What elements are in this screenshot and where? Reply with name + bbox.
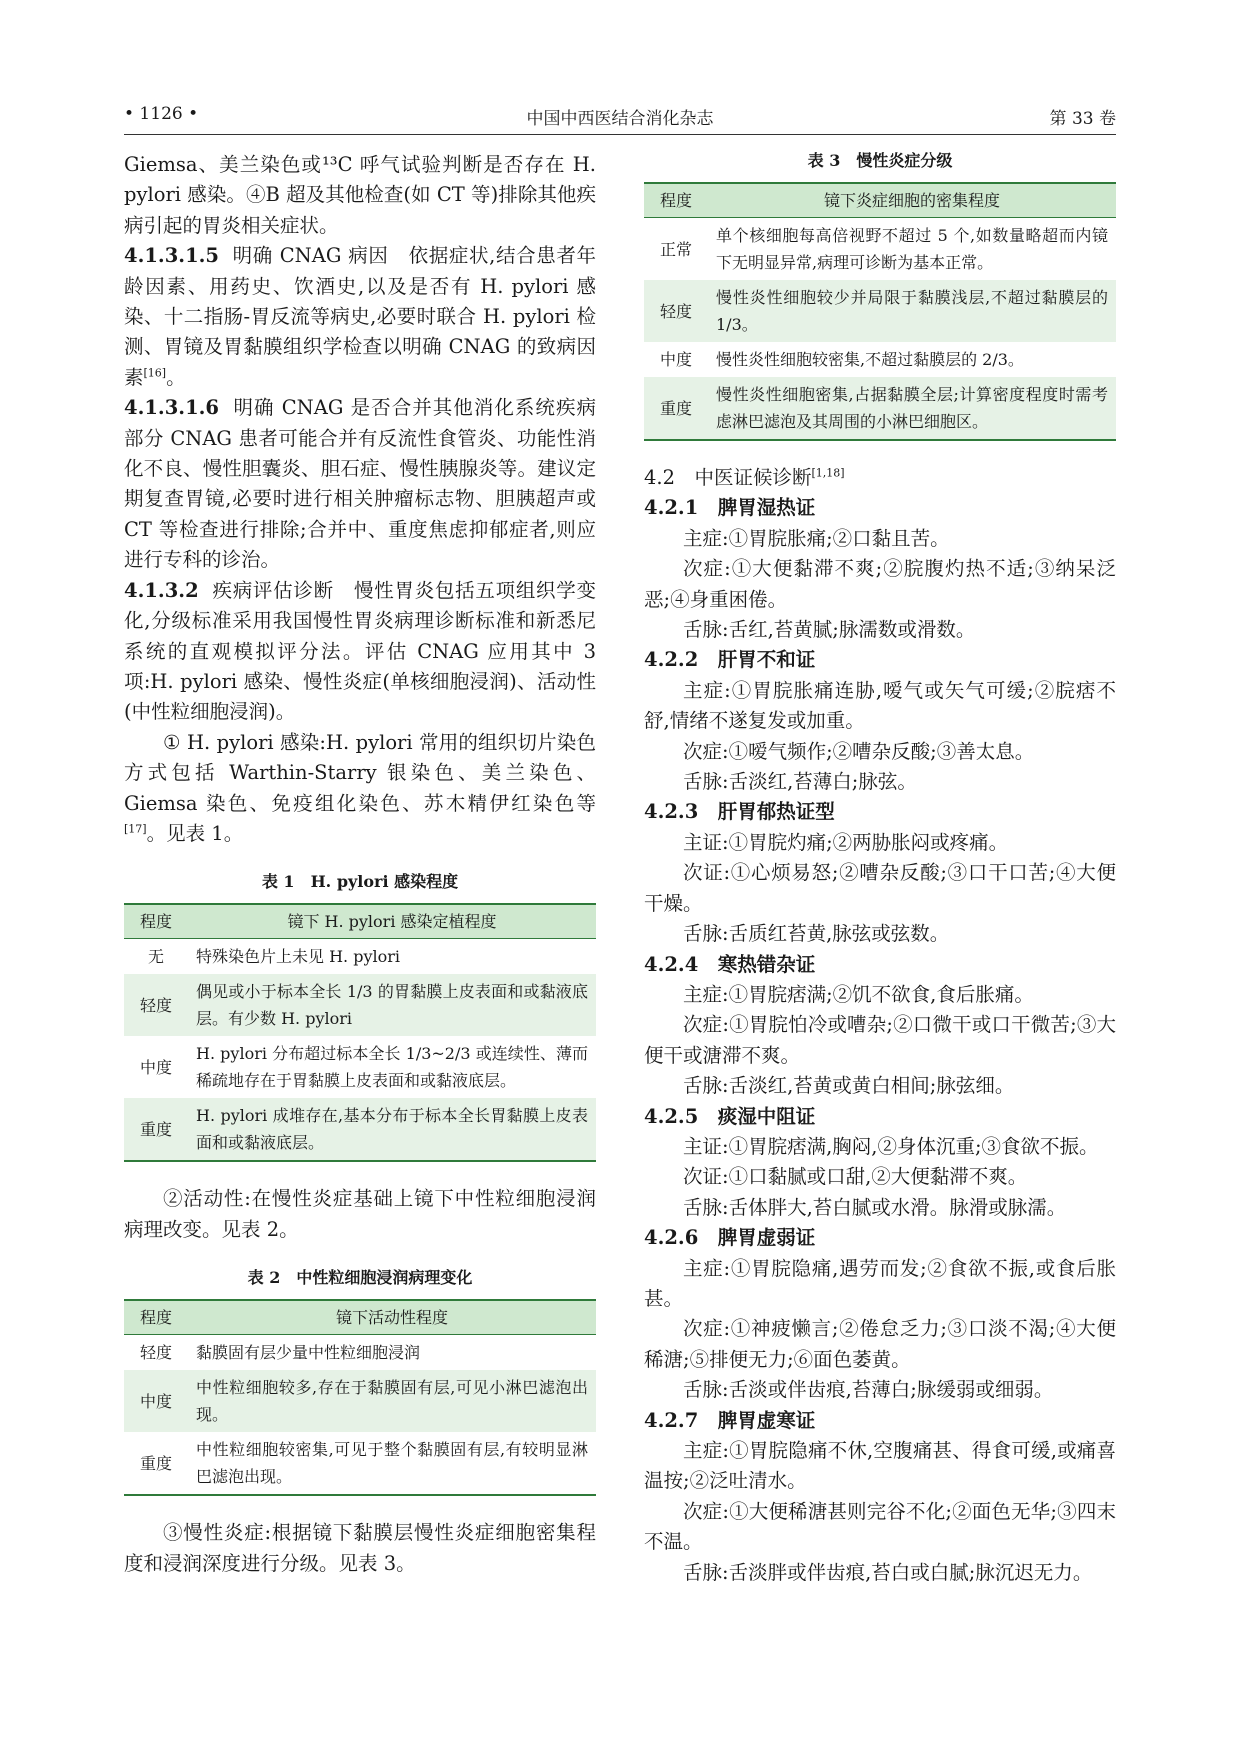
table-title: 表 1 H. pylori 感染程度 — [261, 872, 459, 892]
main-symptoms: 主症:①胃脘隐痛不休,空腹痛甚、得食可缓,或痛喜温按;②泛吐清水。 — [644, 1439, 1116, 1493]
desc-cell: H. pylori 成堆存在,基本分布于标本全长胃黏膜上皮表面和或黏液底层。 — [188, 1098, 596, 1161]
table-row — [644, 377, 1116, 440]
section-number: 4.1.3.2 — [124, 578, 199, 602]
table-row — [124, 1370, 596, 1432]
spacer — [124, 1496, 596, 1518]
desc-cell: 慢性炎性细胞较少并局限于黏膜浅层,不超过黏膜层的 1/3。 — [716, 288, 1108, 334]
section-number: 4.1.3.1.5 — [124, 244, 219, 268]
table-2 — [124, 1267, 596, 1496]
section-4-2-heading — [644, 463, 1116, 493]
section-4-1-3-2 — [124, 576, 596, 728]
syndrome-4-2-3 — [644, 797, 1116, 949]
tongue-pulse: 舌脉:舌质红苔黄,脉弦或弦数。 — [683, 922, 950, 946]
main-symptoms: 主症:①胃脘痞满;②饥不欲食,食后胀痛。 — [683, 982, 1034, 1006]
syndrome-4-2-2 — [644, 645, 1116, 797]
table-row — [124, 974, 596, 1036]
tongue-pulse: 舌脉:舌淡胖或伴齿痕,苔白或白腻;脉沉迟无力。 — [683, 1560, 1093, 1584]
syndrome-title: 4.2.7 脾胃虚寒证 — [644, 1408, 816, 1432]
desc-cell: 黏膜固有层少量中性粒细胞浸润 — [196, 1343, 421, 1363]
table-3 — [644, 150, 1116, 441]
section-number: 4.1.3.1.6 — [124, 396, 219, 420]
desc-cell: H. pylori 分布超过标本全长 1/3~2/3 或连续性、薄而稀疏地存在于胃黏膜上皮表面和或黏液底层。 — [196, 1044, 588, 1091]
citation: [16] — [143, 366, 167, 380]
column-header-grade: 程度 — [644, 183, 708, 218]
table-title: 表 3 慢性炎症分级 — [807, 151, 953, 170]
secondary-symptoms: 次症:①嗳气频作;②嘈杂反酸;③善太息。 — [683, 739, 1035, 763]
syndrome-title: 4.2.2 肝胃不和证 — [644, 648, 816, 672]
syndrome-title: 4.2.3 肝胃郁热证型 — [644, 800, 835, 824]
syndrome-title: 4.2.5 痰湿中阻证 — [644, 1104, 816, 1128]
tongue-pulse: 舌脉:舌淡红,苔薄白;脉弦。 — [683, 770, 917, 794]
spacer — [124, 849, 596, 871]
main-symptoms: 主症:①胃脘胀痛连胁,嗳气或矢气可缓;②脘痞不舒,情绪不遂复发或加重。 — [644, 678, 1116, 733]
grade-cell: 中度 — [139, 1391, 172, 1411]
spacer — [124, 1245, 596, 1267]
secondary-symptoms: 次证:①心烦易怒;②嘈杂反酸;③口干口苦;④大便干燥。 — [644, 861, 1116, 915]
table-1 — [124, 871, 596, 1162]
spacer — [644, 441, 1116, 463]
table-title: 表 2 中性粒细胞浸润病理变化 — [247, 1268, 473, 1288]
section-4-1-3-1-6 — [124, 393, 616, 575]
table-row — [124, 939, 596, 975]
main-symptoms: 主证:①胃脘痞满,胸闷,②身体沉重;③食欲不振。 — [683, 1134, 1099, 1158]
page-number: • 1126 • — [124, 104, 199, 124]
table-row — [124, 1335, 596, 1371]
secondary-symptoms: 次证:①口黏腻或口甜,②大便黏滞不爽。 — [683, 1165, 1028, 1189]
syndrome-4-2-7 — [644, 1406, 1116, 1588]
desc-cell: 特殊染色片上未见 H. pylori — [196, 947, 401, 967]
main-symptoms: 主症:①胃脘胀痛;②口黏且苦。 — [683, 526, 950, 550]
desc-cell: 中性粒细胞较多,存在于黏膜固有层,可见小淋巴滤泡出现。 — [196, 1378, 588, 1425]
table-3-grid — [644, 182, 1116, 441]
desc-cell: 慢性炎性细胞较密集,不超过黏膜层的 2/3。 — [716, 350, 1024, 369]
paragraph-hp — [124, 728, 596, 850]
table-row — [124, 1098, 596, 1161]
grade-cell: 重度 — [644, 377, 708, 440]
syndrome-title: 4.2.6 脾胃虚弱证 — [644, 1226, 816, 1250]
desc-cell: 单个核细胞每高倍视野不超过 5 个,如数量略超而内镜下无明显异常,病理可诊断为基本正常。 — [716, 226, 1108, 272]
page-header — [124, 100, 1116, 130]
secondary-symptoms: 次症:①神疲懒言;②倦怠乏力;③口淡不渴;④大便稀溏;⑤排便无力;⑥面色萎黄。 — [644, 1317, 1116, 1371]
grade-cell: 中度 — [139, 1057, 172, 1077]
tongue-pulse: 舌脉:舌红,苔黄腻;脉濡数或滑数。 — [683, 618, 976, 642]
hp-end: 。见表 1。 — [146, 821, 244, 845]
desc-cell: 慢性炎性细胞密集,占据黏膜全层;计算密度程度时需考虑淋巴滤泡及其周围的小淋巴细胞区。 — [708, 377, 1116, 440]
grade-cell: 中度 — [659, 350, 692, 369]
syndrome-4-2-5 — [644, 1102, 1116, 1224]
punctuation: 。 — [166, 365, 186, 389]
tongue-pulse: 舌脉:舌体胖大,苔白腻或水滑。脉滑或脉濡。 — [683, 1195, 1067, 1219]
syndrome-title: 4.2.1 脾胃湿热证 — [644, 496, 816, 520]
citation: [17] — [124, 822, 147, 836]
section-text: 明确 CNAG 病因 依据症状,结合患者年龄因素、用药史、饮酒史,以及是否有 H. pylori 感染、十二指肠-胃反流等病史,必要时联合 H. pylori 检测、胃镜及胃黏膜组织学检查以明确 CNAG 的致病因素 — [124, 244, 596, 389]
table-1-grid — [124, 903, 596, 1162]
main-symptoms: 主证:①胃脘灼痛;②两胁胀闷或疼痛。 — [683, 830, 1009, 854]
grade-cell: 无 — [147, 947, 164, 967]
syndrome-4-2-1 — [644, 493, 1116, 645]
tongue-pulse: 舌脉:舌淡红,苔黄或黄白相间;脉弦细。 — [683, 1074, 1015, 1098]
grade-cell: 重度 — [124, 1098, 188, 1161]
table-row — [644, 218, 1116, 281]
syndrome-4-2-4 — [644, 950, 1116, 1102]
table-row — [124, 1432, 596, 1495]
spacer — [124, 1162, 596, 1184]
section-heading: 4.2 中医证候诊断 — [644, 466, 812, 489]
right-column — [644, 150, 1116, 1588]
grade-cell: 重度 — [124, 1432, 188, 1495]
column-header-desc: 镜下炎症细胞的密集程度 — [708, 183, 1116, 218]
left-column — [124, 150, 616, 1579]
secondary-symptoms: 次症:①胃脘怕冷或嘈杂;②口微干或口干微苦;③大便干或溏滞不爽。 — [644, 1013, 1116, 1067]
journal-title: 中国中西医结合消化杂志 — [526, 109, 714, 129]
table-row — [644, 280, 1116, 342]
column-header-grade: 程度 — [124, 1300, 188, 1335]
table-2-grid — [124, 1299, 596, 1496]
paragraph-inflammation: ③慢性炎症:根据镜下黏膜层慢性炎症细胞密集程度和浸润深度进行分级。见表 3。 — [124, 1521, 596, 1575]
section-text: 明确 CNAG 是否合并其他消化系统疾病 部分 CNAG 患者可能合并有反流性食管炎、功能性消化不良、慢性胆囊炎、胆石症、慢性胰腺炎等。建议定期复查胃镜,必要时进行相关肿瘤标志物、胆胰超声或 CT 等检查进行排除;合并中、重度焦虑抑郁症者,则应进行专科的诊治。 — [124, 396, 616, 572]
section-text: 疾病评估诊断 慢性胃炎包括五项组织学变化,分级标准采用我国慢性胃炎病理诊断标准和新悉尼系统的直观模拟评分法。评估 CNAG 应用其中 3 项:H. pylori 感染、慢性炎症(单核细胞浸润)、活动性(中性粒细胞浸润)。 — [124, 578, 596, 724]
column-header-grade: 程度 — [124, 904, 188, 939]
syndrome-title: 4.2.4 寒热错杂证 — [644, 952, 816, 976]
grade-cell: 轻度 — [139, 995, 172, 1015]
grade-cell: 正常 — [659, 239, 692, 259]
desc-cell: 中性粒细胞较密集,可见于整个黏膜固有层,有较明显淋巴滤泡出现。 — [188, 1432, 596, 1495]
table-row — [644, 342, 1116, 377]
citation: [1,18] — [811, 466, 845, 480]
tongue-pulse: 舌脉:舌淡或伴齿痕,苔薄白;脉缓弱或细弱。 — [683, 1378, 1054, 1402]
column-header-desc: 镜下 H. pylori 感染定植程度 — [188, 904, 596, 939]
secondary-symptoms: 次症:①大便黏滞不爽;②脘腹灼热不适;③纳呆泛恶;④身重困倦。 — [644, 557, 1116, 611]
grade-cell: 轻度 — [659, 301, 692, 321]
paragraph-activity: ②活动性:在慢性炎症基础上镜下中性粒细胞浸润病理改变。见表 2。 — [124, 1187, 596, 1241]
paragraph: Giemsa、美兰染色或¹³C 呼气试验判断是否存在 H. pylori 感染。④B 超及其他检查(如 CT 等)排除其他疾病引起的胃炎相关症状。 — [124, 153, 596, 237]
column-header-desc: 镜下活动性程度 — [188, 1300, 596, 1335]
table-row — [124, 1036, 596, 1098]
section-4-1-3-1-5 — [124, 241, 596, 393]
main-symptoms: 主症:①胃脘隐痛,遇劳而发;②食欲不振,或食后胀甚。 — [644, 1256, 1116, 1310]
grade-cell: 轻度 — [139, 1343, 172, 1363]
syndrome-4-2-6 — [644, 1223, 1116, 1405]
secondary-symptoms: 次症:①大便稀溏甚则完谷不化;②面色无华;③四末不温。 — [644, 1499, 1116, 1554]
desc-cell: 偶见或小于标本全长 1/3 的胃黏膜上皮表面和或黏液底层。有少数 H. pylori — [196, 982, 588, 1029]
hp-text: ① H. pylori 感染:H. pylori 常用的组织切片染色方式包括 Warthin-Starry 银染色、美兰染色、Giemsa 染色、免疫组化染色、苏木精伊红染色等 — [124, 730, 596, 815]
header-rule — [124, 134, 1116, 135]
volume-label: 第 33 卷 — [1049, 109, 1116, 129]
